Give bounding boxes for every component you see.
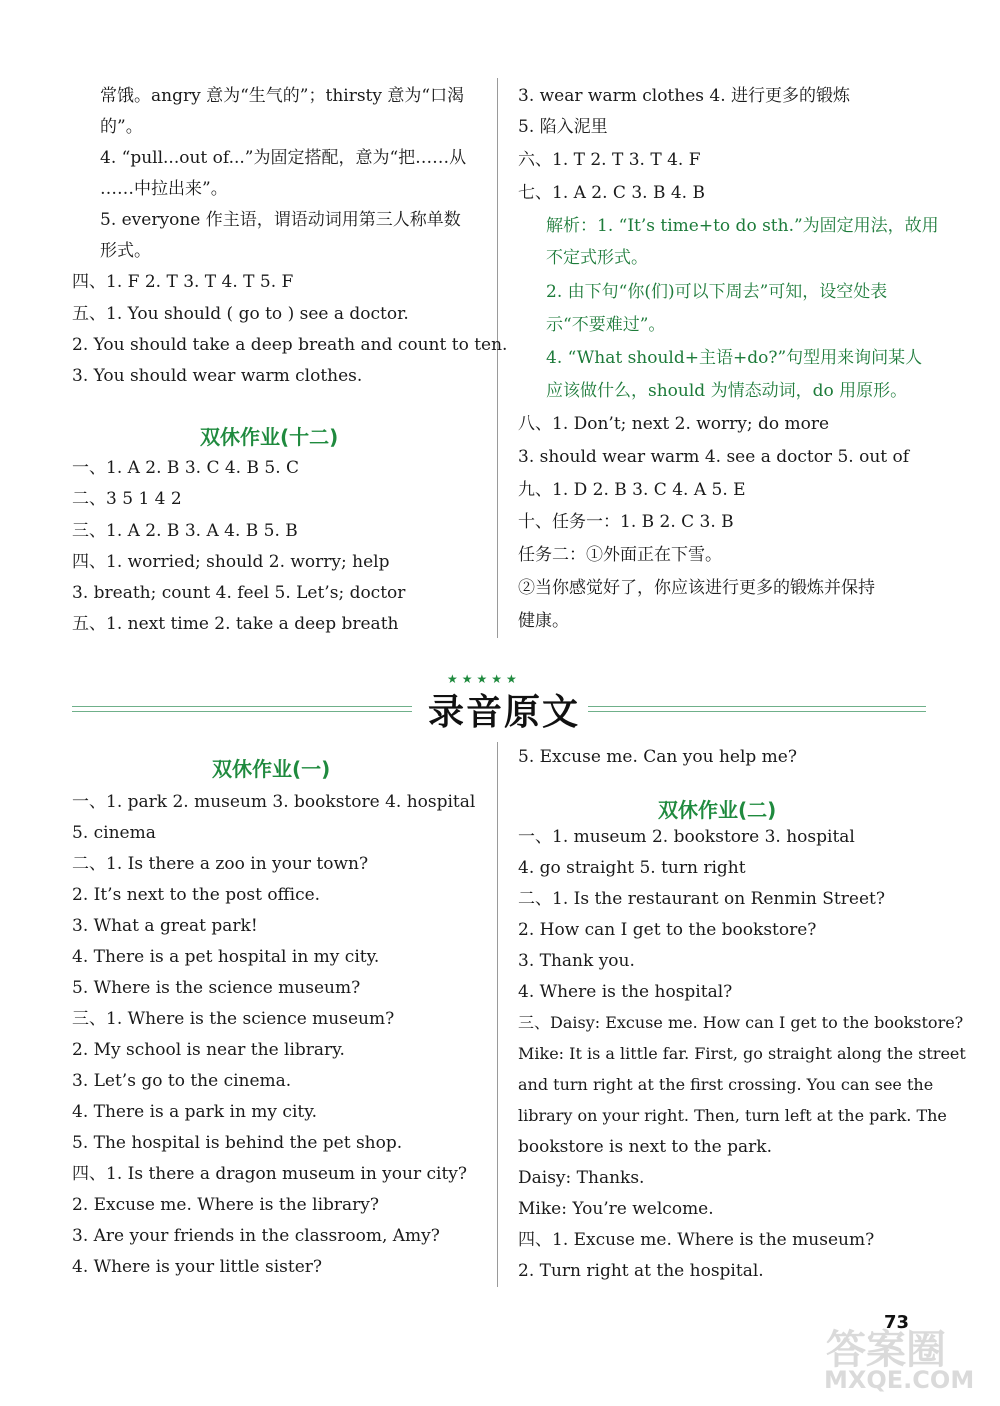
analysis-line: 解析：1. “It’s time+to do sth.”为固定用法，故用 [546, 216, 939, 236]
text-line: 的”。 [100, 117, 143, 137]
text-line: 九、1. D 2. B 3. C 4. A 5. E [518, 480, 746, 500]
text-line: 4. There is a pet hospital in my city. [72, 947, 380, 967]
watermark-url: MXQE.COM [824, 1366, 975, 1394]
text-line: 任务二：①外面正在下雪。 [518, 545, 722, 565]
text-line: 5. Where is the science museum? [72, 978, 361, 998]
text-line: 三、1. Where is the science museum? [72, 1009, 395, 1029]
text-line: 5. Excuse me. Can you help me? [518, 747, 797, 767]
text-line: 2. How can I get to the bookstore? [518, 920, 817, 940]
text-line: 5. The hospital is behind the pet shop. [72, 1133, 403, 1153]
text-line: 4. Where is the hospital? [518, 982, 733, 1002]
text-line: 4. Where is your little sister? [72, 1257, 323, 1277]
text-line: 3. Are your friends in the classroom, Amy? [72, 1226, 440, 1246]
text-line: 2. Turn right at the hospital. [518, 1261, 764, 1281]
text-line: 4. go straight 5. turn right [518, 858, 746, 878]
text-line: and turn right at the first crossing. You can see the [518, 1075, 934, 1094]
text-line: 一、1. A 2. B 3. C 4. B 5. C [72, 458, 300, 478]
analysis-line: 应该做什么，should 为情态动词，do 用原形。 [546, 381, 908, 401]
text-line: 3. wear warm clothes 4. 进行更多的锻炼 [518, 86, 851, 106]
analysis-line: 示“不要难过”。 [546, 315, 666, 335]
analysis-line: 不定式形式。 [546, 248, 648, 268]
analysis-line: 4. “What should+主语+do?”句型用来询问某人 [546, 348, 923, 368]
text-line: 3. Let’s go to the cinema. [72, 1071, 292, 1091]
text-line: bookstore is next to the park. [518, 1137, 772, 1157]
column-divider-bottom [497, 742, 498, 1287]
text-line: 八、1. Don’t; next 2. worry; do more [518, 414, 830, 434]
text-line: 5. everyone 作主语，谓语动词用第三人称单数 [100, 210, 461, 230]
text-line: ……中拉出来”。 [100, 179, 228, 199]
text-line: Mike: It is a little far. First, go straight along the street [518, 1044, 966, 1063]
text-line: Daisy: Thanks. [518, 1168, 645, 1188]
text-line: 四、1. Excuse me. Where is the museum? [518, 1230, 875, 1250]
text-line: 二、1. Is there a zoo in your town? [72, 854, 369, 874]
text-line: 健康。 [518, 611, 569, 631]
text-line: 四、1. F 2. T 3. T 4. T 5. F [72, 272, 294, 292]
watermark-logo: 答案圈 [826, 1327, 946, 1373]
banner-rule-left [72, 706, 412, 712]
section-title-1: 双休作业(一) [212, 757, 331, 781]
text-line: 4. “pull...out of...”为固定搭配，意为“把……从 [100, 148, 467, 168]
text-line: library on your right. Then, turn left at the park. The [518, 1106, 947, 1125]
text-line: 三、Daisy: Excuse me. How can I get to the bookstore? [518, 1013, 964, 1032]
text-line: 四、1. worried; should 2. worry; help [72, 552, 390, 572]
section-title-12: 双休作业(十二) [200, 425, 339, 449]
banner-title: 录音原文 [428, 692, 581, 733]
text-line: 2. My school is near the library. [72, 1040, 345, 1060]
text-line: 一、1. park 2. museum 3. bookstore 4. hospital [72, 792, 476, 812]
section-title-2: 双休作业(二) [658, 798, 777, 822]
text-line: 五、1. next time 2. take a deep breath [72, 614, 399, 634]
text-line: 二、1. Is the restaurant on Renmin Street? [518, 889, 885, 909]
analysis-line: 2. 由下句“你(们)可以下周去”可知，设空处表 [546, 282, 888, 302]
text-line: 2. You should take a deep breath and count to ten. [72, 335, 508, 355]
text-line: 4. There is a park in my city. [72, 1102, 317, 1122]
text-line: 七、1. A 2. C 3. B 4. B [518, 183, 705, 203]
text-line: Mike: You’re welcome. [518, 1199, 714, 1219]
text-line: 形式。 [100, 241, 151, 261]
text-line: 六、1. T 2. T 3. T 4. F [518, 150, 701, 170]
text-line: 3. breath; count 4. feel 5. Let’s; doctor [72, 583, 406, 603]
text-line: 3. What a great park! [72, 916, 258, 936]
text-line: ②当你感觉好了，你应该进行更多的锻炼并保持 [518, 578, 875, 598]
text-line: 四、1. Is there a dragon museum in your city? [72, 1164, 467, 1184]
text-line: 2. Excuse me. Where is the library? [72, 1195, 380, 1215]
text-line: 五、1. You should ( go to ) see a doctor. [72, 304, 409, 324]
text-line: 5. 陷入泥里 [518, 117, 608, 137]
banner-stars: ★★★★★ [447, 672, 521, 686]
text-line: 3. Thank you. [518, 951, 635, 971]
text-line: 十、任务一：1. B 2. C 3. B [518, 512, 734, 532]
text-line: 3. should wear warm 4. see a doctor 5. out of [518, 447, 910, 467]
text-line: 5. cinema [72, 823, 156, 843]
text-line: 2. It’s next to the post office. [72, 885, 321, 905]
text-line: 三、1. A 2. B 3. A 4. B 5. B [72, 521, 298, 541]
page-number: 73 [884, 1312, 910, 1333]
text-line: 一、1. museum 2. bookstore 3. hospital [518, 827, 855, 847]
column-divider-top [497, 78, 498, 638]
text-line: 二、3 5 1 4 2 [72, 489, 182, 509]
text-line: 常饿。angry 意为“生气的”；thirsty 意为“口渴 [100, 86, 465, 106]
text-line: 3. You should wear warm clothes. [72, 366, 363, 386]
banner-rule-right [588, 706, 926, 712]
